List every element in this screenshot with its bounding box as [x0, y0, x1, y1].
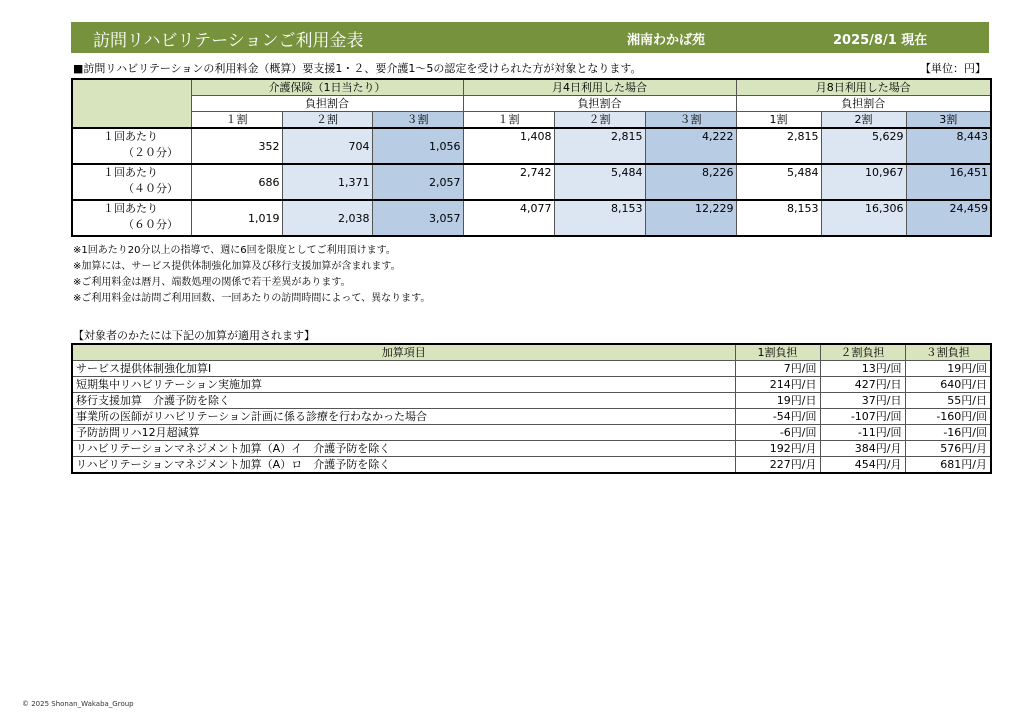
row-label-main: １回あたり [103, 130, 158, 143]
addition-header-3: ３割負担 [905, 344, 991, 361]
group-header-8days: 月8日利用した場合 [736, 79, 991, 96]
group-header-4days: 月4日利用した場合 [463, 79, 736, 96]
addition-name: 移行支援加算 介護予防を除く [72, 393, 735, 409]
addition-value: -11円/回 [820, 425, 905, 441]
facility-name: 湘南わかば苑 [627, 33, 706, 48]
fee-cell: 1,056 [372, 128, 463, 164]
fee-cell: 352 [191, 128, 282, 164]
row-label-main: １回あたり [103, 202, 158, 215]
burden-ratio-label: 負担割合 [736, 96, 991, 112]
page-title: 訪問リハビリテーションご利用金表 [93, 31, 364, 51]
fee-cell: 8,153 [736, 200, 821, 236]
fee-table [71, 78, 992, 237]
fee-cell: 8,226 [645, 164, 736, 200]
note-line: ※ご利用料金は訪問ご利用回数、一回あたりの訪問時間によって、異なります。 [73, 293, 431, 304]
fee-cell: 10,967 [821, 164, 906, 200]
addition-value: 13円/回 [820, 361, 905, 377]
addition-value: 454円/月 [820, 457, 905, 474]
fee-cell: 2,742 [463, 164, 554, 200]
fee-cell: 4,222 [645, 128, 736, 164]
fee-cell: 5,484 [554, 164, 645, 200]
copyright: © 2025 Shonan_Wakaba_Group [22, 700, 134, 708]
fee-cell: 5,484 [736, 164, 821, 200]
ratio-header: 1割 [736, 112, 821, 129]
fee-cell: 8,443 [906, 128, 991, 164]
addition-name: サービス提供体制強化加算Ⅰ [72, 361, 735, 377]
fee-cell: 5,629 [821, 128, 906, 164]
row-label-duration: （４０分） [123, 182, 178, 195]
addition-title: 【対象者のかたには下記の加算が適用されます】 [73, 329, 315, 342]
addition-header-2: ２割負担 [820, 344, 905, 361]
addition-value: -16円/回 [905, 425, 991, 441]
ratio-header: 2割 [821, 112, 906, 129]
ratio-header: 3割 [906, 112, 991, 129]
burden-ratio-label: 負担割合 [191, 96, 463, 112]
fee-cell: 1,408 [463, 128, 554, 164]
addition-value: 214円/日 [735, 377, 820, 393]
table-row [72, 377, 991, 393]
addition-value: -6円/回 [735, 425, 820, 441]
table-row [72, 441, 991, 457]
fee-cell: 2,057 [372, 164, 463, 200]
fee-cell: 16,451 [906, 164, 991, 200]
fee-cell: 2,815 [736, 128, 821, 164]
fee-cell: 16,306 [821, 200, 906, 236]
row-label-duration: （２０分） [123, 146, 178, 159]
addition-value: -54円/回 [735, 409, 820, 425]
fee-cell: 1,019 [191, 200, 282, 236]
addition-header-1: 1割負担 [735, 344, 820, 361]
note-line: ※ご利用料金は暦月、端数処理の関係で若干差異があります。 [73, 277, 351, 288]
addition-value: 681円/月 [905, 457, 991, 474]
row-label-duration: （６０分） [123, 218, 178, 231]
addition-value: 7円/回 [735, 361, 820, 377]
addition-value: 427円/日 [820, 377, 905, 393]
row-label [72, 164, 191, 200]
addition-value: 37円/日 [820, 393, 905, 409]
row-label-main: １回あたり [103, 166, 158, 179]
fee-cell: 2,038 [282, 200, 372, 236]
ratio-header: ２割 [554, 112, 645, 129]
burden-ratio-label: 負担割合 [463, 96, 736, 112]
addition-value: -107円/回 [820, 409, 905, 425]
addition-value: 19円/回 [905, 361, 991, 377]
fee-description: ■訪問リハビリテーションの利用料金（概算）要支援1・２、要介護1～5の認定を受けられた方が対象となります。 [73, 62, 642, 75]
fee-cell: 2,815 [554, 128, 645, 164]
addition-value: 576円/月 [905, 441, 991, 457]
table-row [72, 425, 991, 441]
fee-cell: 24,459 [906, 200, 991, 236]
addition-table [71, 343, 992, 474]
fee-cell: 12,229 [645, 200, 736, 236]
fee-cell: 704 [282, 128, 372, 164]
table-row [72, 457, 991, 474]
fee-cell: 4,077 [463, 200, 554, 236]
as-of-date: 2025/8/1 現在 [833, 33, 928, 48]
unit-label: 【単位：円】 [920, 62, 986, 75]
addition-value: 55円/日 [905, 393, 991, 409]
page-header [71, 22, 989, 53]
table-row [72, 409, 991, 425]
ratio-header: ３割 [372, 112, 463, 129]
addition-value: 192円/月 [735, 441, 820, 457]
addition-name: リハビリテーションマネジメント加算（A）ロ 介護予防を除く [72, 457, 735, 474]
ratio-header: ２割 [282, 112, 372, 129]
note-line: ※1回あたり20分以上の指導で、週に6回を限度としてご利用頂けます。 [73, 245, 396, 256]
addition-value: 227円/月 [735, 457, 820, 474]
addition-value: 640円/日 [905, 377, 991, 393]
addition-name: 事業所の医師がリハビリテーション計画に係る診療を行わなかった場合 [72, 409, 735, 425]
table-row [72, 361, 991, 377]
addition-value: 19円/日 [735, 393, 820, 409]
ratio-header: １割 [463, 112, 554, 129]
addition-header-item: 加算項目 [72, 344, 735, 361]
row-label [72, 128, 191, 164]
row-label [72, 200, 191, 236]
notes [73, 243, 430, 307]
ratio-header: １割 [191, 112, 282, 129]
addition-name: 短期集中リハビリテーション実施加算 [72, 377, 735, 393]
addition-name: リハビリテーションマネジメント加算（A）イ 介護予防を除く [72, 441, 735, 457]
addition-name: 予防訪問リハ12月超減算 [72, 425, 735, 441]
fee-cell: 3,057 [372, 200, 463, 236]
fee-cell: 1,371 [282, 164, 372, 200]
table-row [72, 393, 991, 409]
fee-cell: 8,153 [554, 200, 645, 236]
ratio-header: ３割 [645, 112, 736, 129]
note-line: ※加算には、サービス提供体制強化加算及び移行支援加算が含まれます。 [73, 261, 401, 272]
group-header-insurance: 介護保険（1日当たり） [191, 79, 463, 96]
addition-value: -160円/回 [905, 409, 991, 425]
fee-cell: 686 [191, 164, 282, 200]
corner-cell [72, 79, 191, 128]
addition-value: 384円/月 [820, 441, 905, 457]
